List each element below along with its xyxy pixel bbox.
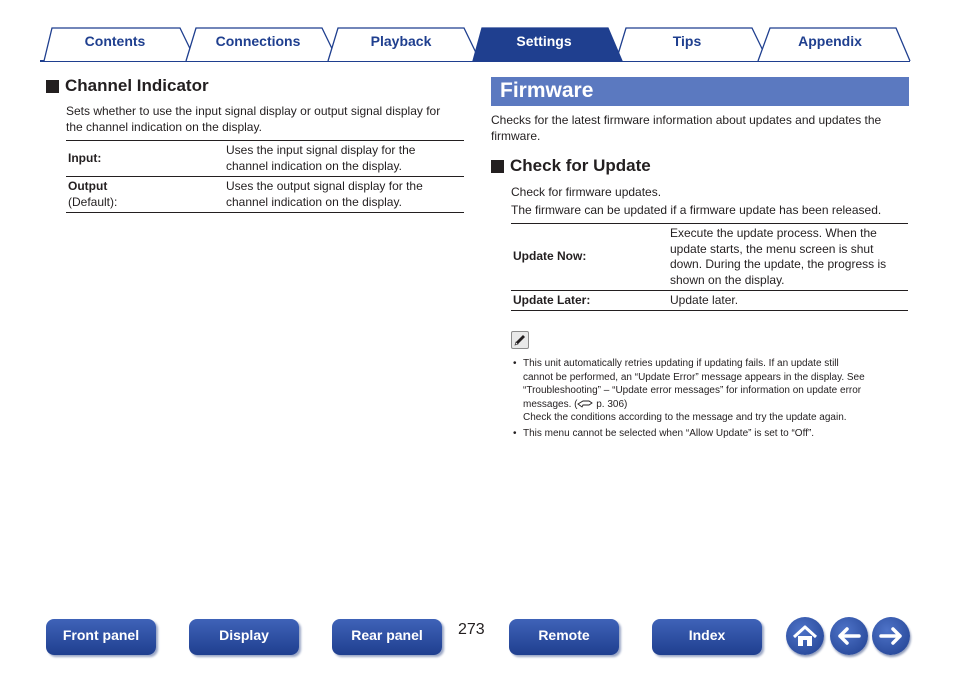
- bullet: •: [513, 427, 517, 439]
- option-value-line: shown on the display.: [670, 272, 785, 287]
- note-item: [513, 427, 909, 441]
- option-value-line: update starts, the menu screen is shut: [670, 241, 874, 256]
- note-line: cannot be performed, an “Update Error” message appears in the display. See: [523, 371, 865, 383]
- option-value-line: Execute the update process. When the: [670, 226, 877, 240]
- channel-indicator-description: [66, 103, 466, 135]
- description-line: The firmware can be updated if a firmware update has been released.: [511, 203, 882, 217]
- option-key: Update Now:: [511, 224, 670, 291]
- table-row: [511, 224, 908, 291]
- notes-list: [513, 357, 909, 440]
- note-line: Check the conditions according to the message and try the update again.: [523, 412, 847, 423]
- option-value-line: Uses the input signal display for the: [226, 143, 416, 157]
- check-for-update-title: Check for Update: [510, 156, 651, 175]
- tab-settings[interactable]: Settings: [516, 33, 572, 49]
- note-line: “Troubleshooting” – “Update error messages” for information on update error: [523, 385, 862, 396]
- option-value: [670, 224, 908, 291]
- option-value: [226, 141, 464, 177]
- description-line: Check for firmware updates.: [511, 185, 662, 199]
- tab-playback[interactable]: Playback: [370, 33, 432, 49]
- check-for-update-description: [511, 184, 911, 218]
- tab-appendix[interactable]: Appendix: [798, 33, 862, 49]
- tab-tips[interactable]: Tips: [672, 33, 702, 49]
- option-value: Update later.: [670, 291, 908, 311]
- rear-panel-button[interactable]: [332, 619, 442, 655]
- description-line: Sets whether to use the input signal display or output signal display for: [66, 104, 441, 118]
- channel-indicator-title: Channel Indicator: [65, 76, 209, 95]
- option-value-line: channel indication on the display.: [226, 158, 402, 173]
- intro-line: Checks for the latest firmware information about updates and updates the: [491, 113, 882, 127]
- pencil-glyph: [512, 332, 528, 348]
- tab-bar: [0, 0, 954, 64]
- option-key: Update Later:: [511, 291, 670, 311]
- option-key-line: Output: [68, 179, 108, 193]
- channel-indicator-table: [66, 140, 464, 213]
- remote-label: Remote: [538, 627, 590, 643]
- display-button[interactable]: [189, 619, 299, 655]
- description-line: the channel indication on the display.: [66, 120, 262, 134]
- note-text: messages. (: [523, 398, 578, 410]
- firmware-title: Firmware: [500, 79, 594, 102]
- remote-button[interactable]: [509, 619, 619, 655]
- tab-bar-shapes: [0, 0, 954, 64]
- page-reference-icon[interactable]: [577, 399, 593, 408]
- intro-line: firmware.: [491, 129, 541, 143]
- rear-panel-label: Rear panel: [351, 627, 423, 643]
- channel-indicator-heading: [46, 76, 209, 96]
- page-number: 273: [458, 621, 485, 638]
- option-value-line: channel indication on the display.: [226, 194, 402, 209]
- tab-connections[interactable]: Connections: [215, 33, 301, 49]
- index-label: Index: [688, 627, 726, 643]
- home-icon[interactable]: [786, 617, 824, 655]
- check-for-update-heading: [491, 156, 651, 176]
- option-key: [66, 177, 226, 213]
- note-line: This unit automatically retries updating if updating fails. If an update still: [523, 358, 839, 369]
- table-row: [66, 141, 464, 177]
- pencil-note-icon: [511, 331, 529, 349]
- forward-arrow-icon[interactable]: [872, 617, 910, 655]
- option-value-line: down. During the update, the progress is: [670, 257, 887, 271]
- firmware-intro: [491, 112, 911, 144]
- index-button[interactable]: [652, 619, 762, 655]
- check-for-update-table: [511, 223, 908, 311]
- heading-square-icon: [491, 160, 504, 173]
- heading-square-icon: [46, 80, 59, 93]
- option-value: [226, 177, 464, 213]
- option-key-line: (Default):: [68, 194, 118, 209]
- front-panel-label: Front panel: [62, 627, 140, 643]
- firmware-banner: [491, 77, 909, 106]
- table-row: [511, 291, 908, 311]
- note-item: [513, 357, 909, 425]
- table-row: [66, 177, 464, 213]
- back-arrow-icon[interactable]: [830, 617, 868, 655]
- option-key: Input:: [66, 141, 226, 177]
- option-value-line: Uses the output signal display for the: [226, 179, 423, 193]
- note-line: This menu cannot be selected when “Allow Update” is set to “Off”.: [523, 427, 815, 439]
- front-panel-button[interactable]: [46, 619, 156, 655]
- display-label: Display: [219, 627, 269, 643]
- tab-contents[interactable]: Contents: [84, 33, 146, 49]
- page-reference-link[interactable]: p. 306): [593, 398, 628, 410]
- bullet: •: [513, 358, 517, 369]
- note-line: [523, 398, 909, 412]
